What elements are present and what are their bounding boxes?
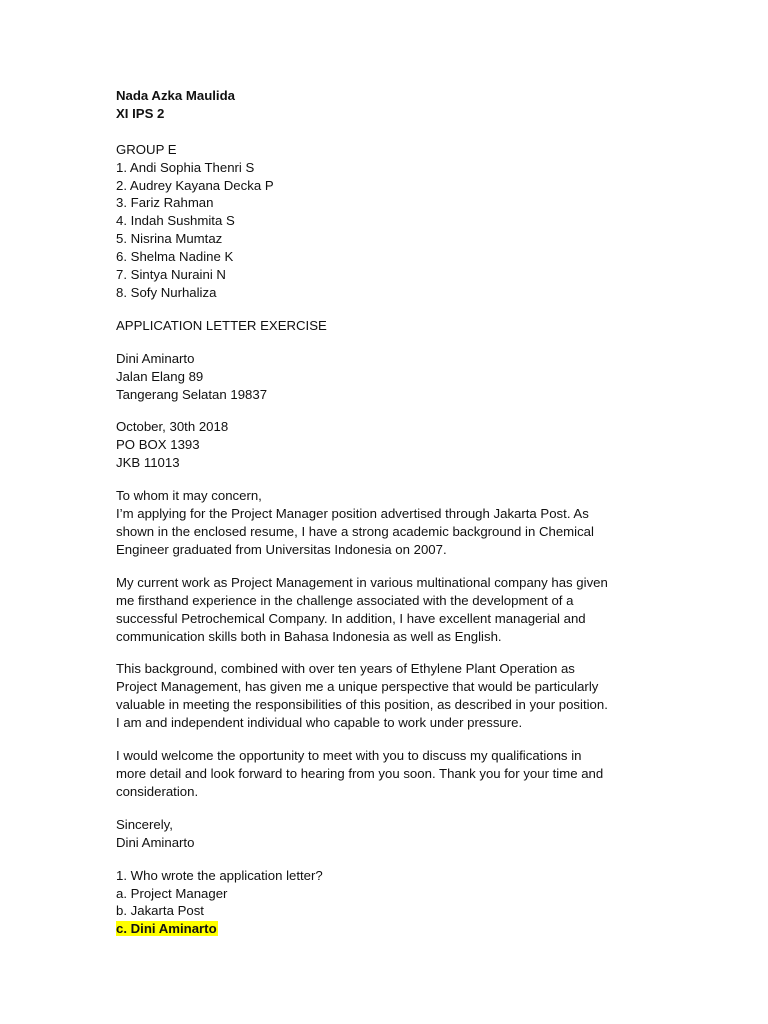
paragraph-line: This background, combined with over ten years of Ethylene Plant Operation as <box>116 661 575 677</box>
student-info <box>116 87 656 123</box>
salutation: To whom it may concern, <box>116 488 262 504</box>
question-text: 1. Who wrote the application letter? <box>116 867 323 883</box>
letter-body <box>116 487 656 851</box>
closing: Sincerely, <box>116 816 173 832</box>
sender-city: Tangerang Selatan 19837 <box>116 386 268 402</box>
group-member: 1. Andi Sophia Thenri S <box>116 159 255 175</box>
postal-code: JKB 11013 <box>116 455 180 471</box>
student-class: XI IPS 2 <box>116 105 165 121</box>
question-block <box>116 867 656 939</box>
group-member: 4. Indah Sushmita S <box>116 213 235 229</box>
group-member: 2. Audrey Kayana Decka P <box>116 177 274 193</box>
exercise-title: APPLICATION LETTER EXERCISE <box>116 317 327 333</box>
paragraph-line: valuable in meeting the responsibilities of this position, as described in your position. <box>116 697 608 713</box>
group-member: 6. Shelma Nadine K <box>116 249 234 265</box>
answer-option: a. Project Manager <box>116 885 228 901</box>
paragraph-line: shown in the enclosed resume, I have a strong academic background in Chemical <box>116 524 594 540</box>
sender-address <box>116 350 656 404</box>
paragraph-line: more detail and look forward to hearing from you soon. Thank you for your time and <box>116 765 604 781</box>
group-section <box>116 141 656 302</box>
document-page <box>116 87 656 938</box>
group-member: 5. Nisrina Mumtaz <box>116 231 223 247</box>
paragraph-line: I am and independent individual who capable to work under pressure. <box>116 715 523 731</box>
student-name: Nada Azka Maulida <box>116 88 235 103</box>
sender-street: Jalan Elang 89 <box>116 368 204 384</box>
po-box: PO BOX 1393 <box>116 437 200 453</box>
letter-paragraph <box>116 660 656 732</box>
letter-paragraph <box>116 574 656 646</box>
paragraph-line: Engineer graduated from Universitas Indonesia on 2007. <box>116 541 447 557</box>
paragraph-line: Project Management, has given me a unique perspective that would be particularly <box>116 679 599 695</box>
paragraph-line: me firsthand experience in the challenge associated with the development of a <box>116 592 574 608</box>
paragraph-line: I’m applying for the Project Manager position advertised through Jakarta Post. As <box>116 506 589 522</box>
answer-option: b. Jakarta Post <box>116 903 204 919</box>
signature: Dini Aminarto <box>116 834 195 850</box>
letter-closing <box>116 816 656 852</box>
paragraph-line: My current work as Project Management in various multinational company has given <box>116 574 608 590</box>
date-block <box>116 418 656 472</box>
paragraph-line: communication skills both in Bahasa Indonesia as well as English. <box>116 628 502 644</box>
letter-paragraph <box>116 505 656 559</box>
paragraph-line: successful Petrochemical Company. In addition, I have excellent managerial and <box>116 610 586 626</box>
group-member: 8. Sofy Nurhaliza <box>116 284 217 300</box>
correct-answer-highlight: c. Dini Aminarto <box>116 921 217 937</box>
sender-name: Dini Aminarto <box>116 350 195 366</box>
correct-answer-line <box>116 920 656 938</box>
paragraph-line: consideration. <box>116 783 199 799</box>
letter-date: October, 30th 2018 <box>116 419 229 435</box>
letter-paragraph <box>116 747 656 801</box>
group-member-list <box>116 159 656 302</box>
group-member: 7. Sintya Nuraini N <box>116 267 226 283</box>
group-member: 3. Fariz Rahman <box>116 195 214 211</box>
paragraph-line: I would welcome the opportunity to meet with you to discuss my qualifications in <box>116 748 582 764</box>
group-title: GROUP E <box>116 141 177 157</box>
